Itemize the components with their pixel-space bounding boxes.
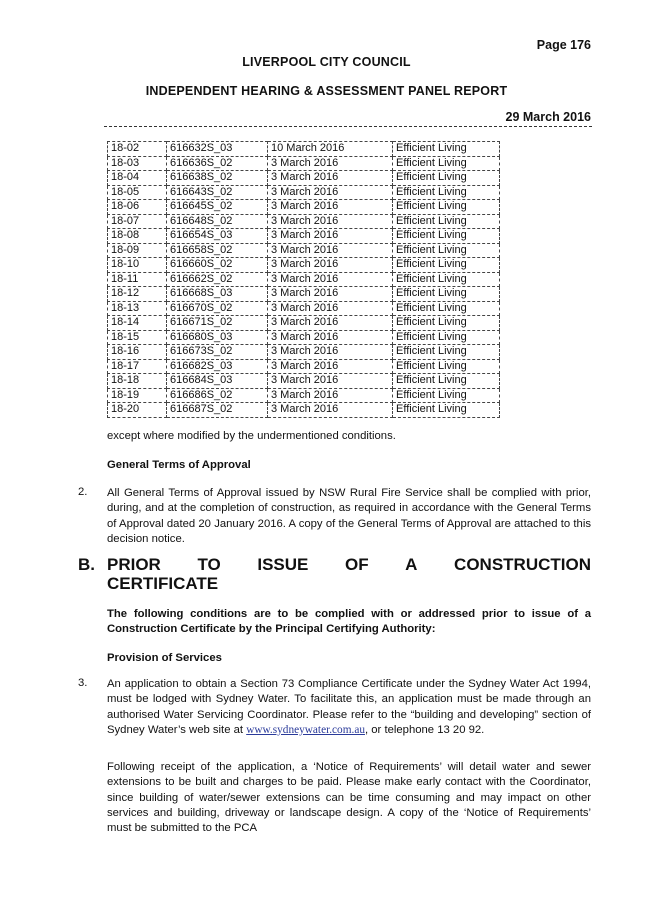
condition-2-text: All General Terms of Approval issued by NSW Rural Fire Service shall be complied with prior, during, and at the completion of construction, as required in accordance with the General Terms of Approval dated 20 January 2016. A copy of the General Terms of Approval are attached to this decision notice. — [107, 487, 591, 545]
table-row — [108, 185, 500, 200]
lot-cell: 18-08 — [108, 229, 167, 244]
date-cell: 3 March 2016 — [268, 272, 393, 287]
date-cell: 3 March 2016 — [268, 287, 393, 302]
table-row — [108, 243, 500, 258]
table-row — [108, 388, 500, 403]
report-title: INDEPENDENT HEARING & ASSESSMENT PANEL REPORT — [145, 84, 508, 98]
assessor-cell: Efficient Living — [393, 330, 500, 345]
table-row — [108, 287, 500, 302]
table-row — [108, 330, 500, 345]
certificate-cell: 616632S_03 — [167, 142, 268, 157]
table-row — [108, 374, 500, 389]
section-heading — [107, 555, 591, 593]
lot-cell: 18-19 — [108, 388, 167, 403]
table-row — [108, 301, 500, 316]
council-name: LIVERPOOL CITY COUNCIL — [242, 55, 411, 69]
table-row — [108, 229, 500, 244]
section-heading-line2: CERTIFICATE — [107, 574, 219, 593]
assessor-cell: Efficient Living — [393, 200, 500, 215]
condition-3-paragraph-2: Following receipt of the application, a ‘Notice of Requirements’ will detail water and sewer extensions to be built and charges to be paid. Please make early contact with the Coordinator, since building of water/sewer extensions can be time consuming and may impact on other services and building, driveway or landscape design. A copy of the ‘Notice of Requirements’ must be submitted to the PCA — [107, 761, 591, 835]
certificate-cell: 616648S_02 — [167, 214, 268, 229]
lot-cell: 18-18 — [108, 374, 167, 389]
date-cell: 3 March 2016 — [268, 214, 393, 229]
assessor-cell: Efficient Living — [393, 345, 500, 360]
general-terms-heading: General Terms of Approval — [107, 459, 251, 471]
table-row — [108, 316, 500, 331]
assessor-cell: Efficient Living — [393, 359, 500, 374]
assessor-cell: Efficient Living — [393, 374, 500, 389]
lot-cell: 18-07 — [108, 214, 167, 229]
table-row — [108, 345, 500, 360]
assessor-cell: Efficient Living — [393, 171, 500, 186]
lot-cell: 18-17 — [108, 359, 167, 374]
assessor-cell: Efficient Living — [393, 142, 500, 157]
lot-cell: 18-11 — [108, 272, 167, 287]
lot-cell: 18-02 — [108, 142, 167, 157]
table-row — [108, 171, 500, 186]
date-cell: 3 March 2016 — [268, 258, 393, 273]
assessor-cell: Efficient Living — [393, 214, 500, 229]
date-cell: 10 March 2016 — [268, 142, 393, 157]
date-cell: 3 March 2016 — [268, 301, 393, 316]
condition-number-2: 2. — [78, 486, 88, 498]
certificate-cell: 616654S_03 — [167, 229, 268, 244]
lot-cell: 18-14 — [108, 316, 167, 331]
certificate-cell: 616673S_02 — [167, 345, 268, 360]
table-row — [108, 272, 500, 287]
provision-of-services-heading: Provision of Services — [107, 652, 222, 664]
date-cell: 3 March 2016 — [268, 330, 393, 345]
section-heading-word: A — [405, 555, 418, 574]
assessor-cell: Efficient Living — [393, 316, 500, 331]
date-cell: 3 March 2016 — [268, 185, 393, 200]
certificate-cell: 616643S_02 — [167, 185, 268, 200]
header-rule — [104, 126, 592, 127]
assessor-cell: Efficient Living — [393, 243, 500, 258]
section-heading-word: TO — [197, 555, 221, 574]
lot-cell: 18-06 — [108, 200, 167, 215]
date-cell: 3 March 2016 — [268, 374, 393, 389]
date-cell: 3 March 2016 — [268, 156, 393, 171]
date-cell: 3 March 2016 — [268, 316, 393, 331]
certificate-cell: 616687S_02 — [167, 403, 268, 418]
section-letter: B. — [78, 555, 95, 574]
report-date: 29 March 2016 — [505, 110, 591, 124]
lot-cell: 18-12 — [108, 287, 167, 302]
assessor-cell: Efficient Living — [393, 258, 500, 273]
lot-cell: 18-10 — [108, 258, 167, 273]
certificate-cell: 616638S_02 — [167, 171, 268, 186]
assessor-cell: Efficient Living — [393, 287, 500, 302]
section-heading-word: ISSUE — [257, 555, 309, 574]
assessor-cell: Efficient Living — [393, 229, 500, 244]
page-number: Page 176 — [536, 38, 591, 52]
condition-3-text — [107, 677, 591, 738]
table-row — [108, 142, 500, 157]
assessor-cell: Efficient Living — [393, 301, 500, 316]
section-heading-word: PRIOR — [107, 555, 161, 574]
lot-cell: 18-04 — [108, 171, 167, 186]
certificate-cell: 616671S_02 — [167, 316, 268, 331]
certificate-cell: 616645S_02 — [167, 200, 268, 215]
condition-number-3: 3. — [78, 677, 88, 689]
certificate-cell: 616636S_02 — [167, 156, 268, 171]
lot-cell: 18-03 — [108, 156, 167, 171]
lot-cell: 18-20 — [108, 403, 167, 418]
condition-3-text-end: , or telephone 13 20 92. — [364, 723, 485, 736]
lot-cell: 18-15 — [108, 330, 167, 345]
except-text: except where modified by the undermentioned conditions. — [107, 430, 396, 442]
date-cell: 3 March 2016 — [268, 359, 393, 374]
assessor-cell: Efficient Living — [393, 185, 500, 200]
condition-3-text-start: An application to obtain a Section 73 Compliance Certificate under the Sydney Water Act 1994, must be lodged with Sydney Water. To facilitate this, an application must be made through an authorised Water Servicing Coordinator. Please refer to the “building and developing” section of Sydney Water’s web site at — [107, 678, 591, 736]
certificate-cell: 616684S_03 — [167, 374, 268, 389]
certificate-cell: 616680S_03 — [167, 330, 268, 345]
certificate-cell: 616658S_02 — [167, 243, 268, 258]
date-cell: 3 March 2016 — [268, 229, 393, 244]
assessor-cell: Efficient Living — [393, 156, 500, 171]
date-cell: 3 March 2016 — [268, 200, 393, 215]
lot-cell: 18-05 — [108, 185, 167, 200]
table-row — [108, 214, 500, 229]
certificate-cell: 616686S_02 — [167, 388, 268, 403]
table-row — [108, 359, 500, 374]
section-heading-word: CONSTRUCTION — [454, 555, 591, 574]
date-cell: 3 March 2016 — [268, 171, 393, 186]
table-row — [108, 403, 500, 418]
date-cell: 3 March 2016 — [268, 388, 393, 403]
certificate-cell: 616668S_03 — [167, 287, 268, 302]
certificate-cell: 616660S_02 — [167, 258, 268, 273]
date-cell: 3 March 2016 — [268, 243, 393, 258]
sydney-water-link[interactable]: www.sydneywater.com.au — [246, 723, 365, 736]
lot-cell: 18-16 — [108, 345, 167, 360]
basix-certificate-table — [107, 141, 500, 418]
section-intro: The following conditions are to be complied with or addressed prior to issue of a Construction Certificate by the Principal Certifying Authority: — [107, 608, 591, 636]
assessor-cell: Efficient Living — [393, 403, 500, 418]
table-row — [108, 156, 500, 171]
date-cell: 3 March 2016 — [268, 345, 393, 360]
assessor-cell: Efficient Living — [393, 388, 500, 403]
lot-cell: 18-09 — [108, 243, 167, 258]
table-row — [108, 200, 500, 215]
assessor-cell: Efficient Living — [393, 272, 500, 287]
certificate-cell: 616682S_03 — [167, 359, 268, 374]
certificate-cell: 616662S_02 — [167, 272, 268, 287]
date-cell: 3 March 2016 — [268, 403, 393, 418]
section-heading-word: OF — [344, 555, 369, 574]
lot-cell: 18-13 — [108, 301, 167, 316]
table-row — [108, 258, 500, 273]
certificate-cell: 616670S_02 — [167, 301, 268, 316]
